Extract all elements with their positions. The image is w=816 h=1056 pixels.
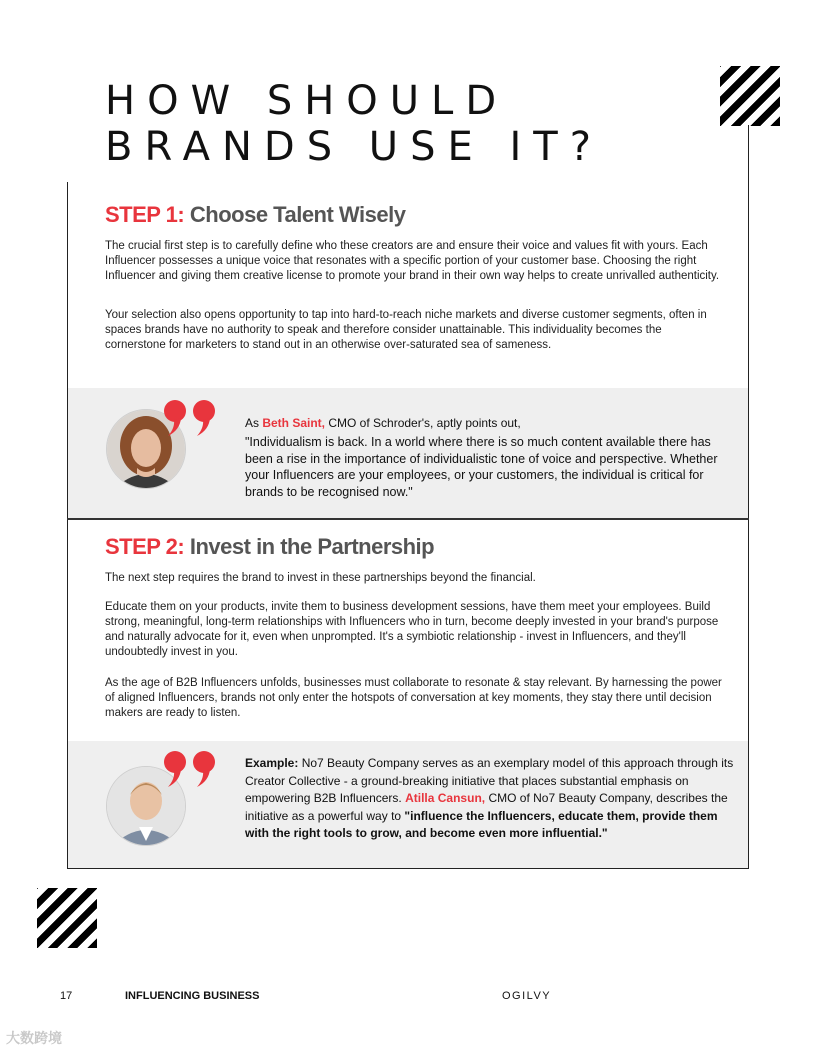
step2-number: STEP 2:: [105, 534, 185, 559]
watermark: 大数跨境: [6, 1030, 62, 1046]
step1-paragraph-2: Your selection also opens opportunity to tap into hard-to-reach niche markets and diverse customer segments, often in spaces brands have no authority to speak and therefore consider unattainable. This individuality becomes the cornerstone for marketers to stand out in an otherwise over-saturated sea of sameness.: [105, 309, 707, 351]
step2-paragraph-1: The next step requires the brand to invest in these partnerships beyond the financial.: [105, 572, 536, 584]
footer-page-number: 17: [60, 990, 73, 1002]
frame-line-bottom: [67, 868, 749, 869]
frame-line-right: [748, 125, 749, 869]
page-title-line-1: HOW SHOULD: [105, 78, 509, 124]
quote-2-text: [245, 755, 735, 843]
quote-2-text-1: No7 Beauty Company serves as an exemplary model of this approach through its Creator Collective - a ground-breaking initiative that places substantial emphasis on empowering B2B Influencers.: [245, 756, 734, 805]
step1-heading: [105, 202, 405, 228]
stripe-decoration-top: [720, 66, 780, 126]
quote-2-quote: "influence the Influencers, educate them, provide them with the right tools to grow, and become even more influential.": [245, 808, 718, 840]
stripe-decoration-bottom: [37, 888, 97, 948]
quote-mark-icon: [162, 398, 220, 438]
quote-2-text-2: CMO of No7 Beauty Company, describes the initiative as a powerful way to: [245, 791, 728, 823]
page-title-line-2: BRANDS USE IT?: [105, 124, 603, 170]
quote-2-label: Example:: [245, 756, 299, 770]
quote-mark-icon: [162, 749, 220, 789]
quote-band-2: [68, 741, 748, 868]
step2-paragraph-2: Educate them on your products, invite them to business development sessions, have them meet your employees. Build strong, meaningful, long-term relationships with Influencers who in turn, become deeply invested in your brand's purpose and naturally advocate for it, even when unprompted. It's a symbiotic relationship - invest in Influencers, and they'll undoubtedly invest in you.: [105, 601, 719, 658]
footer-brand: OGILVY: [502, 990, 552, 1002]
step2-paragraph-3: As the age of B2B Influencers unfolds, businesses must collaborate to resonate & stay relevant. By harnessing the power of aligned Influencers, brands not only enter the hotspots of conversation at key moments, they stay there until decision makers are ready to listen.: [105, 677, 722, 719]
step1-title: Choose Talent Wisely: [189, 202, 406, 227]
quote-1-text: "Individualism is back. In a world where there is so much content available there has been a rise in the importance of individualistic tone of voice and perspective. Whether your Influencers are your employees, or your customers, the individual is critical for brands to be recognised now.": [245, 435, 718, 499]
quote-1-intro: [245, 415, 735, 432]
step1-paragraph-1: The crucial first step is to carefully define who these creators are and ensure their voice and values fit with yours. Each Influencer possesses a unique voice that resonates with a specific portion of your customer base. Choosing the right Influencer and giving them creative license to promote your brand in their own way helps to create unrivalled authenticity.: [105, 240, 720, 282]
quote-band-1: [68, 388, 748, 518]
step2-heading: [105, 534, 434, 560]
step1-number: STEP 1:: [105, 202, 185, 227]
quote-2-person-name: Atilla Cansun,: [405, 791, 486, 805]
section-divider: [67, 518, 749, 520]
step2-title: Invest in the Partnership: [189, 534, 435, 559]
quote-1-suffix: CMO of Schroder's, aptly points out,: [325, 416, 521, 430]
quote-1-prefix: As: [245, 416, 263, 430]
quote-1-person-name: Beth Saint,: [262, 416, 326, 430]
footer-publication: INFLUENCING BUSINESS: [125, 990, 260, 1002]
page-title: [105, 78, 603, 170]
